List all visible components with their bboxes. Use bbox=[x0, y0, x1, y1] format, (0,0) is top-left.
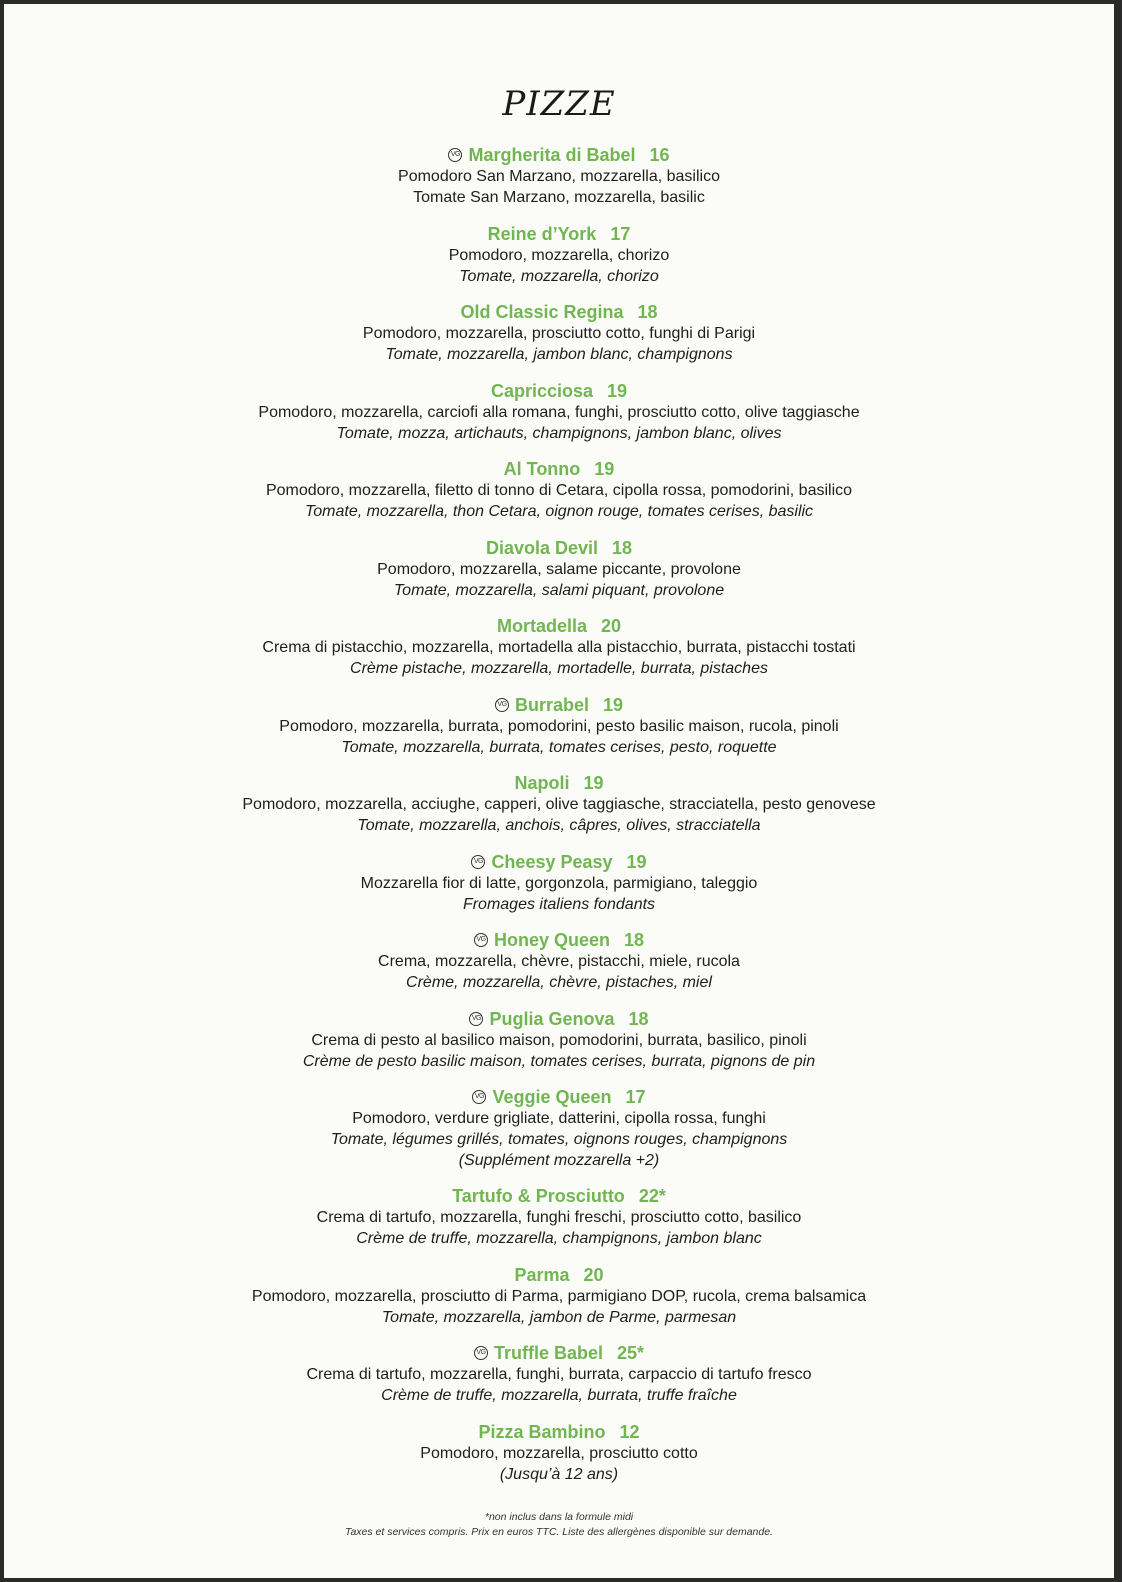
menu-item-header bbox=[4, 694, 1114, 716]
menu-item-ingredients-italian: Crema di tartufo, mozzarella, funghi freschi, prosciutto cotto, basilico bbox=[316, 1209, 802, 1226]
menu-item-price: 18 bbox=[612, 537, 633, 558]
menu-item-price: 19 bbox=[626, 851, 647, 872]
menu-item bbox=[4, 458, 1114, 537]
menu-item-price: 19 bbox=[594, 459, 615, 479]
menu-item bbox=[4, 694, 1114, 773]
menu-item-name: Truffle Babel bbox=[493, 1343, 603, 1363]
menu-item-ingredients-french: Crème de pesto basilic maison, tomates cerises, burrata, pignons de pin bbox=[302, 1052, 816, 1070]
menu-item-header bbox=[4, 1008, 1114, 1030]
menu-item-ingredients-italian: Crema di pesto al basilico maison, pomodorini, burrata, basilico, pinoli bbox=[311, 1031, 807, 1049]
menu-item-name: Honey Queen bbox=[493, 930, 610, 950]
menu-item-header bbox=[4, 615, 1114, 637]
footer bbox=[4, 1510, 1114, 1540]
menu-item-name: Reine d’York bbox=[487, 223, 597, 244]
menu-item bbox=[4, 380, 1114, 459]
menu-item-ingredients-italian: Pomodoro San Marzano, mozzarella, basilico bbox=[398, 168, 720, 185]
footer-legal: Taxes et services compris. Prix en euros TTC. Liste des allergènes disponible sur demande. bbox=[345, 1526, 773, 1538]
vegetarian-icon: VG bbox=[469, 1012, 483, 1026]
menu-item-header bbox=[4, 1264, 1114, 1286]
menu-item-name: Capricciosa bbox=[490, 380, 594, 401]
menu-item-header bbox=[4, 458, 1114, 480]
menu-item-price: 22* bbox=[638, 1186, 666, 1206]
menu-item-header bbox=[4, 929, 1114, 951]
menu-item-ingredients-french: Tomate, mozzarella, anchois, câpres, olives, stracciatella bbox=[357, 817, 761, 834]
menu-item bbox=[4, 223, 1114, 302]
menu-item bbox=[4, 929, 1114, 1008]
menu-item-header bbox=[4, 1342, 1114, 1364]
menu-item-header bbox=[4, 537, 1114, 559]
menu-page bbox=[4, 4, 1114, 1578]
menu-item-ingredients-french: Tomate, mozzarella, jambon de Parme, parmesan bbox=[381, 1308, 737, 1326]
menu-item bbox=[4, 1008, 1114, 1087]
menu-item-ingredients-italian: Pomodoro, mozzarella, prosciutto di Parma, parmigiano DOP, rucola, crema balsamica bbox=[251, 1287, 867, 1305]
menu-item bbox=[4, 1264, 1114, 1343]
menu-item-ingredients-french: Tomate, légumes grillés, tomates, oignons rouges, champignons bbox=[330, 1131, 788, 1148]
pizza-list bbox=[4, 144, 1114, 1499]
menu-item-ingredients-french: Crème de truffe, mozzarella, burrata, truffe fraîche bbox=[381, 1387, 737, 1404]
vegetarian-icon: VG bbox=[448, 148, 462, 162]
menu-item-price: 19 bbox=[603, 694, 624, 715]
vegetarian-icon: VG bbox=[474, 1346, 488, 1360]
menu-item-name: Cheesy Peasy bbox=[491, 851, 613, 872]
menu-item bbox=[4, 1086, 1114, 1185]
menu-item-name: Napoli bbox=[514, 773, 570, 793]
menu-item bbox=[4, 144, 1114, 223]
menu-item-price: 18 bbox=[637, 302, 658, 322]
menu-item-price: 20 bbox=[583, 1264, 604, 1285]
menu-item-name: Veggie Queen bbox=[492, 1087, 612, 1107]
menu-item bbox=[4, 615, 1114, 694]
menu-item-ingredients-italian: Pomodoro, mozzarella, acciughe, capperi, olive taggiasche, stracciatella, pesto genovese bbox=[242, 796, 876, 813]
menu-item-ingredients-french: Tomate San Marzano, mozzarella, basilic bbox=[413, 189, 705, 206]
menu-item-ingredients-italian: Pomodoro, mozzarella, salame piccante, provolone bbox=[377, 560, 741, 578]
menu-item-ingredients-italian: Pomodoro, verdure grigliate, datterini, cipolla rossa, funghi bbox=[352, 1110, 766, 1127]
menu-item-price: 18 bbox=[624, 930, 645, 950]
menu-item-ingredients-french: Crème de truffe, mozzarella, champignons, jambon blanc bbox=[356, 1230, 762, 1247]
menu-item-ingredients-french: Crème pistache, mozzarella, mortadelle, burrata, pistaches bbox=[350, 660, 768, 677]
menu-item-ingredients-french: Fromages italiens fondants bbox=[462, 895, 656, 913]
menu-item-header bbox=[4, 301, 1114, 323]
menu-item-price: 17 bbox=[625, 1087, 646, 1107]
menu-item-ingredients-italian: Crema di tartufo, mozzarella, funghi, burrata, carpaccio di tartufo fresco bbox=[306, 1366, 812, 1383]
menu-item-name: Tartufo & Prosciutto bbox=[452, 1186, 625, 1206]
footer-note: *non inclus dans la formule midi bbox=[484, 1511, 634, 1523]
menu-item-name: Pizza Bambino bbox=[478, 1421, 606, 1442]
vegetarian-icon: VG bbox=[472, 1090, 486, 1104]
menu-item-name: Burrabel bbox=[514, 694, 589, 715]
menu-item-header bbox=[4, 1086, 1114, 1108]
menu-item-price: 19 bbox=[583, 773, 604, 793]
menu-item-name: Margherita di Babel bbox=[468, 145, 636, 165]
menu-item-header bbox=[4, 380, 1114, 402]
page-title: PIZZE bbox=[502, 84, 616, 124]
menu-item-name: Diavola Devil bbox=[485, 537, 599, 558]
menu-item-ingredients-french: (Jusqu’à 12 ans) bbox=[499, 1465, 619, 1483]
menu-item bbox=[4, 1342, 1114, 1421]
menu-item bbox=[4, 301, 1114, 380]
menu-item-price: 17 bbox=[610, 223, 631, 244]
menu-item-supplement: (Supplément mozzarella +2) bbox=[458, 1152, 660, 1169]
menu-item-name: Parma bbox=[514, 1264, 570, 1285]
vegetarian-icon: VG bbox=[474, 933, 488, 947]
menu-item-ingredients-italian: Pomodoro, mozzarella, chorizo bbox=[448, 246, 670, 264]
menu-item-ingredients-italian: Pomodoro, mozzarella, prosciutto cotto, funghi di Parigi bbox=[362, 325, 756, 342]
menu-item-ingredients-french: Tomate, mozzarella, burrata, tomates cerises, pesto, roquette bbox=[341, 738, 777, 756]
menu-item-header bbox=[4, 1185, 1114, 1207]
menu-item-ingredients-italian: Pomodoro, mozzarella, carciofi alla romana, funghi, prosciutto cotto, olive taggiasche bbox=[258, 403, 860, 421]
menu-item-price: 12 bbox=[619, 1421, 640, 1442]
menu-item-ingredients-italian: Crema, mozzarella, chèvre, pistacchi, miele, rucola bbox=[378, 953, 740, 970]
menu-item-ingredients-french: Tomate, mozzarella, chorizo bbox=[459, 267, 659, 285]
menu-item-ingredients-french: Tomate, mozzarella, thon Cetara, oignon rouge, tomates cerises, basilic bbox=[304, 503, 814, 520]
menu-item-ingredients-french: Tomate, mozza, artichauts, champignons, jambon blanc, olives bbox=[336, 424, 782, 442]
menu-item-header bbox=[4, 772, 1114, 794]
menu-item bbox=[4, 1421, 1114, 1500]
menu-item-ingredients-italian: Mozzarella fior di latte, gorgonzola, parmigiano, taleggio bbox=[360, 874, 758, 892]
menu-item-ingredients-french: Tomate, mozzarella, jambon blanc, champignons bbox=[385, 346, 733, 363]
vegetarian-icon: VG bbox=[471, 855, 485, 869]
menu-item-price: 18 bbox=[628, 1008, 649, 1029]
menu-item-price: 25* bbox=[617, 1343, 645, 1363]
menu-item-name: Old Classic Regina bbox=[460, 302, 624, 322]
menu-item-header bbox=[4, 851, 1114, 873]
menu-item-ingredients-italian: Pomodoro, mozzarella, burrata, pomodorini, pesto basilic maison, rucola, pinoli bbox=[279, 717, 839, 735]
menu-item bbox=[4, 1185, 1114, 1264]
menu-item-name: Al Tonno bbox=[503, 459, 581, 479]
menu-item-header bbox=[4, 144, 1114, 166]
menu-item-ingredients-french: Crème, mozzarella, chèvre, pistaches, miel bbox=[406, 974, 712, 991]
menu-item-price: 19 bbox=[607, 380, 628, 401]
vegetarian-icon: VG bbox=[495, 698, 509, 712]
menu-item-name: Mortadella bbox=[496, 616, 587, 636]
menu-item bbox=[4, 772, 1114, 851]
menu-item-ingredients-french: Tomate, mozzarella, salami piquant, provolone bbox=[393, 581, 725, 599]
menu-item-ingredients-italian: Pomodoro, mozzarella, filetto di tonno di Cetara, cipolla rossa, pomodorini, basilico bbox=[265, 482, 853, 499]
menu-item-header bbox=[4, 223, 1114, 245]
menu-item bbox=[4, 537, 1114, 616]
menu-item-ingredients-italian: Pomodoro, mozzarella, prosciutto cotto bbox=[420, 1444, 698, 1462]
menu-item-price: 16 bbox=[649, 145, 670, 165]
menu-item bbox=[4, 851, 1114, 930]
menu-item-header bbox=[4, 1421, 1114, 1443]
menu-item-ingredients-italian: Crema di pistacchio, mozzarella, mortadella alla pistacchio, burrata, pistacchi tostati bbox=[262, 639, 856, 656]
menu-item-name: Puglia Genova bbox=[489, 1008, 615, 1029]
menu-item-price: 20 bbox=[601, 616, 622, 636]
